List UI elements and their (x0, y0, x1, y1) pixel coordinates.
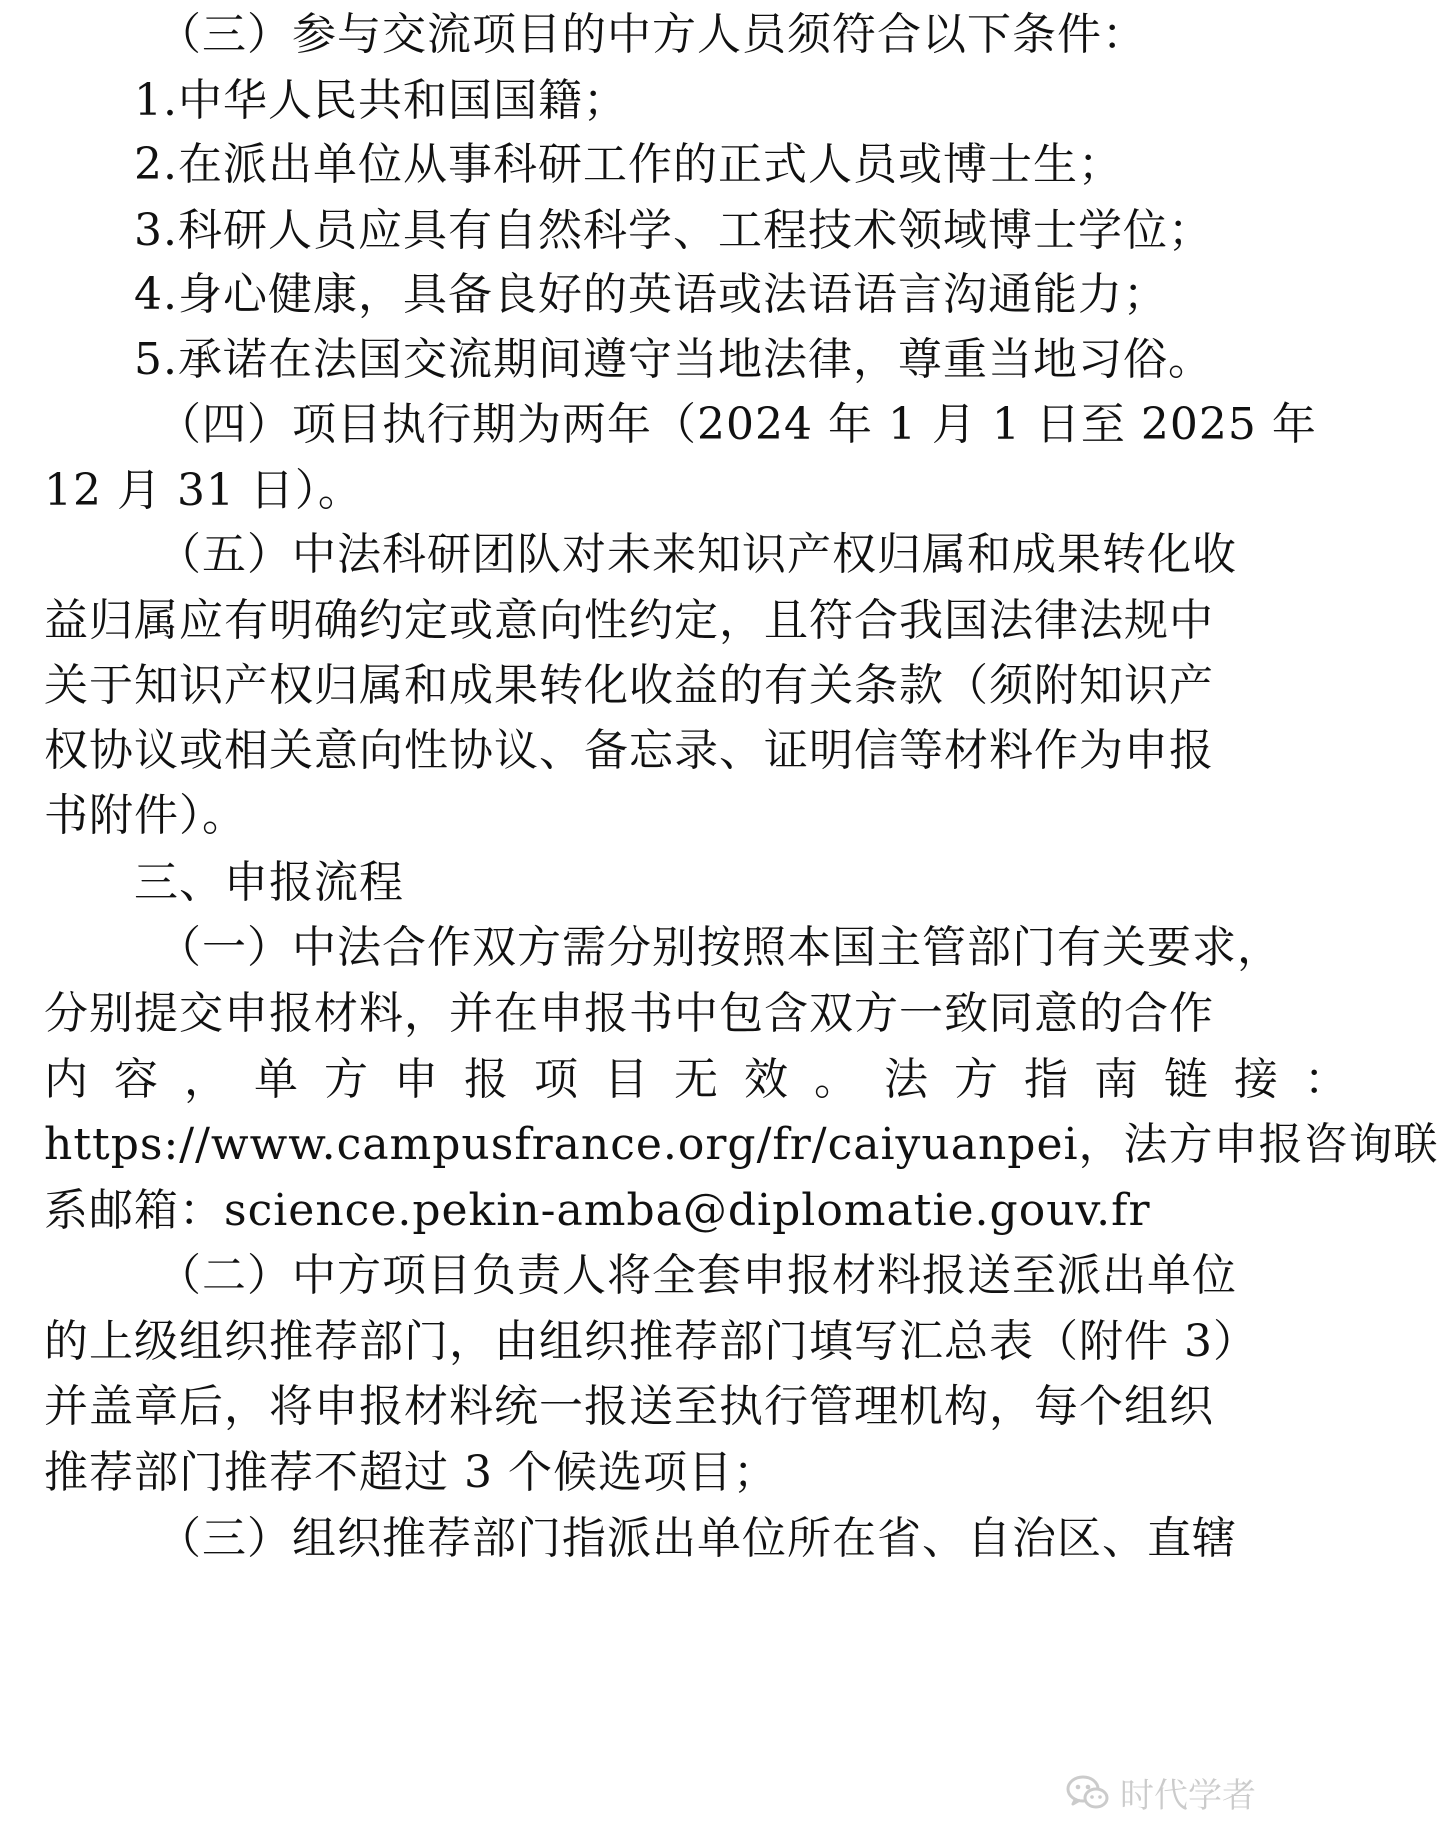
text-line: 2.在派出单位从事科研工作的正式人员或博士生； (134, 139, 1123, 190)
link-line: https://www.campusfrance.org/fr/caiyuanpei，法方申报咨询联 (44, 1119, 1439, 1170)
text-line: （三）参与交流项目的中方人员须符合以下条件： (157, 9, 1147, 60)
text-line: （五）中法科研团队对未来知识产权归属和成果转化收 (157, 529, 1237, 580)
text-line: （二）中方项目负责人将全套申报材料报送至派出单位 (157, 1250, 1237, 1301)
text-line: 的上级组织推荐部门，由组织推荐部门填写汇总表（附件 3） (44, 1316, 1258, 1367)
text-line: 内容，单方申报项目无效。法方指南链接： (44, 1054, 1374, 1105)
text-line: 1.中华人民共和国国籍； (134, 75, 628, 126)
text-line: （四）项目执行期为两年（2024 年 1 月 1 日至 2025 年 (157, 399, 1317, 450)
text-line: （一）中法合作双方需分别按照本国主管部门有关要求， (157, 922, 1282, 973)
text-line: 并盖章后，将申报材料统一报送至执行管理机构，每个组织 (44, 1381, 1214, 1432)
wechat-icon (1066, 1774, 1110, 1812)
section-heading: 三、申报流程 (134, 857, 404, 908)
text-line: 分别提交申报材料，并在申报书中包含双方一致同意的合作 (44, 988, 1214, 1039)
text-line: 益归属应有明确约定或意向性约定，且符合我国法律法规中 (44, 595, 1214, 646)
text-line: （三）组织推荐部门指派出单位所在省、自治区、直辖 (157, 1513, 1237, 1564)
text-line: 12 月 31 日）。 (44, 465, 363, 516)
text-line: 3.科研人员应具有自然科学、工程技术领域博士学位； (134, 205, 1213, 256)
watermark (1066, 1768, 1256, 1817)
text-line: 4.身心健康，具备良好的英语或法语语言沟通能力； (134, 269, 1168, 320)
text-line: 5.承诺在法国交流期间遵守当地法律，尊重当地习俗。 (134, 334, 1213, 385)
text-line: 关于知识产权归属和成果转化收益的有关条款（须附知识产 (44, 660, 1214, 711)
watermark-label: 时代学者 (1120, 1776, 1256, 1816)
text-line: 推荐部门推荐不超过 3 个候选项目； (44, 1447, 778, 1498)
email-line: 系邮箱：science.pekin-amba@diplomatie.gouv.fr (44, 1185, 1151, 1236)
text-line: 权协议或相关意向性协议、备忘录、证明信等材料作为申报 (44, 725, 1214, 776)
text-line: 书附件）。 (44, 790, 247, 841)
